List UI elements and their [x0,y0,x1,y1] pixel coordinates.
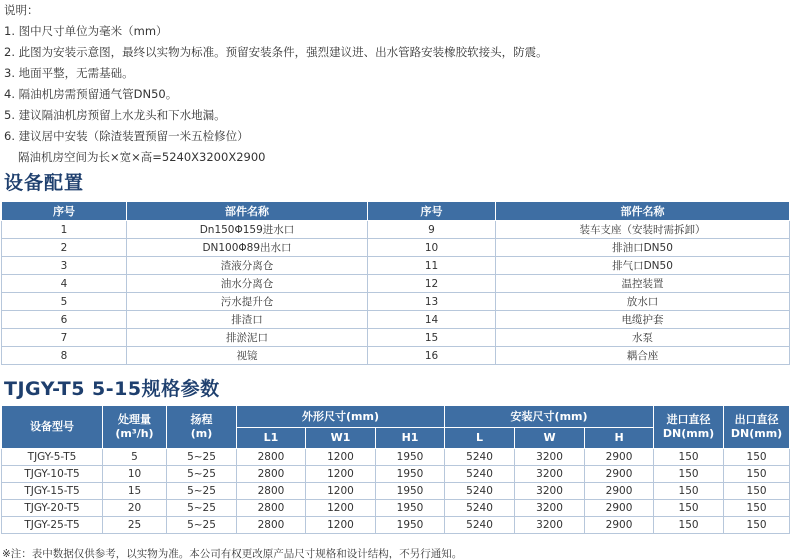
table-cell: 排气口DN50 [496,257,790,275]
spec-row [2,449,790,466]
table-cell: 3200 [515,517,585,534]
table-cell: 150 [724,449,790,466]
column-header-no: 序号 [368,202,496,221]
footnote: ※注：表中数据仅供参考，以实物为准。本公司有权更改原产品尺寸规格和设计结构，不另行通知。 [2,548,463,560]
table-cell: 13 [368,293,496,311]
table-cell: 排淤泥口 [127,329,368,347]
table-cell: 1200 [306,466,376,483]
table-cell: 16 [368,347,496,365]
table-cell: 8 [2,347,127,365]
note-item: 6. 建议居中安装（除渣装置预留一米五检修位） [4,129,249,143]
config-row [2,311,790,329]
header-h1: H1 [376,428,445,449]
config-row [2,221,790,239]
table-cell: Dn150Φ159进水口 [127,221,368,239]
table-cell: 9 [368,221,496,239]
table-cell: 2800 [237,466,306,483]
table-cell: 5240 [445,483,515,500]
table-cell: 2900 [585,500,654,517]
header-flow: 处理量 (m³/h) [103,406,167,449]
table-cell: 12 [368,275,496,293]
table-cell: 1200 [306,500,376,517]
table-cell: 6 [2,311,127,329]
table-cell: 150 [654,517,724,534]
table-cell: 2 [2,239,127,257]
table-cell: 10 [368,239,496,257]
column-header-no: 序号 [2,202,127,221]
spec-row [2,517,790,534]
header-model: 设备型号 [2,406,103,449]
header-l: L [445,428,515,449]
table-cell: 20 [103,500,167,517]
table-cell: 视镜 [127,347,368,365]
spec-row [2,500,790,517]
config-row [2,347,790,365]
table-cell: 15 [103,483,167,500]
table-cell: 25 [103,517,167,534]
table-cell: 3 [2,257,127,275]
table-cell: 2900 [585,449,654,466]
table-cell: 150 [724,466,790,483]
table-cell: 电缆护套 [496,311,790,329]
table-cell: 1950 [376,466,445,483]
table-cell: 7 [2,329,127,347]
spec-parameters-table [1,405,790,534]
config-header-row [2,202,790,221]
header-outer-size: 外形尺寸(mm) [237,406,445,428]
table-cell: 4 [2,275,127,293]
config-row [2,275,790,293]
header-head: 扬程 (m) [167,406,237,449]
table-cell: DN100Φ89出水口 [127,239,368,257]
column-header-part: 部件名称 [127,202,368,221]
spec-section-title: TJGY-T5 5-15规格参数 [4,378,220,400]
note-item: 5. 建议隔油机房预留上水龙头和下水地漏。 [4,108,226,122]
table-cell: 1200 [306,483,376,500]
table-cell: 15 [368,329,496,347]
table-cell: 5240 [445,500,515,517]
table-cell: 150 [654,483,724,500]
table-cell: 150 [654,449,724,466]
table-cell: 3200 [515,466,585,483]
table-cell: 1950 [376,449,445,466]
table-cell: 1 [2,221,127,239]
table-cell: 2800 [237,500,306,517]
spec-header-row [2,406,790,428]
table-cell: 2900 [585,466,654,483]
config-row [2,293,790,311]
table-cell: 渣液分离仓 [127,257,368,275]
table-cell: 5~25 [167,466,237,483]
equipment-config-table [1,201,790,365]
table-cell: 150 [724,500,790,517]
header-w: W [515,428,585,449]
notes-heading: 说明： [4,3,39,17]
table-cell: 耦合座 [496,347,790,365]
header-w1: W1 [306,428,376,449]
table-cell: 1950 [376,483,445,500]
installation-notes [4,0,784,168]
config-section-title: 设备配置 [4,172,85,194]
table-cell: TJGY-20-T5 [2,500,103,517]
table-cell: 排油口DN50 [496,239,790,257]
note-item: 1. 图中尺寸单位为毫米（mm） [4,24,168,38]
table-cell: TJGY-25-T5 [2,517,103,534]
table-cell: 5 [103,449,167,466]
table-cell: 3200 [515,483,585,500]
room-size-note: 隔油机房空间为长×宽×高=5240X3200X2900 [18,150,266,164]
table-cell: 5240 [445,517,515,534]
header-install-size: 安装尺寸(mm) [445,406,654,428]
table-cell: 11 [368,257,496,275]
table-cell: 污水提升仓 [127,293,368,311]
table-cell: 2800 [237,483,306,500]
header-h: H [585,428,654,449]
table-cell: 装车支座（安装时需拆卸） [496,221,790,239]
table-cell: 水泵 [496,329,790,347]
note-item: 3. 地面平整，无需基础。 [4,66,134,80]
table-cell: 1200 [306,517,376,534]
table-cell: 3200 [515,449,585,466]
table-cell: 温控装置 [496,275,790,293]
table-cell: 2900 [585,483,654,500]
note-item: 2. 此图为安装示意图，最终以实物为标准。预留安装条件，强烈建议进、出水管路安装橡胶软接头，防震。 [4,45,548,59]
spec-row [2,466,790,483]
table-cell: 1200 [306,449,376,466]
table-cell: 5~25 [167,500,237,517]
table-cell: 放水口 [496,293,790,311]
table-cell: 150 [654,500,724,517]
table-cell: 5240 [445,449,515,466]
table-cell: 5240 [445,466,515,483]
table-cell: 2900 [585,517,654,534]
header-l1: L1 [237,428,306,449]
table-cell: 150 [654,466,724,483]
table-cell: 2800 [237,517,306,534]
table-cell: 150 [724,483,790,500]
table-cell: 10 [103,466,167,483]
table-cell: 1950 [376,500,445,517]
table-cell: 5~25 [167,449,237,466]
table-cell: 150 [724,517,790,534]
table-cell: 5~25 [167,483,237,500]
table-cell: 排渣口 [127,311,368,329]
note-item: 4. 隔油机房需预留通气管DN50。 [4,87,178,101]
column-header-part: 部件名称 [496,202,790,221]
config-row [2,239,790,257]
header-inlet-diameter: 进口直径 DN(mm) [654,406,724,449]
table-cell: 5~25 [167,517,237,534]
table-cell: 3200 [515,500,585,517]
table-cell: 油水分离仓 [127,275,368,293]
table-cell: TJGY-10-T5 [2,466,103,483]
table-cell: 14 [368,311,496,329]
table-cell: 2800 [237,449,306,466]
table-cell: 5 [2,293,127,311]
table-cell: 1950 [376,517,445,534]
table-cell: TJGY-15-T5 [2,483,103,500]
config-row [2,257,790,275]
spec-row [2,483,790,500]
table-cell: TJGY-5-T5 [2,449,103,466]
header-outlet-diameter: 出口直径 DN(mm) [724,406,790,449]
config-row [2,329,790,347]
